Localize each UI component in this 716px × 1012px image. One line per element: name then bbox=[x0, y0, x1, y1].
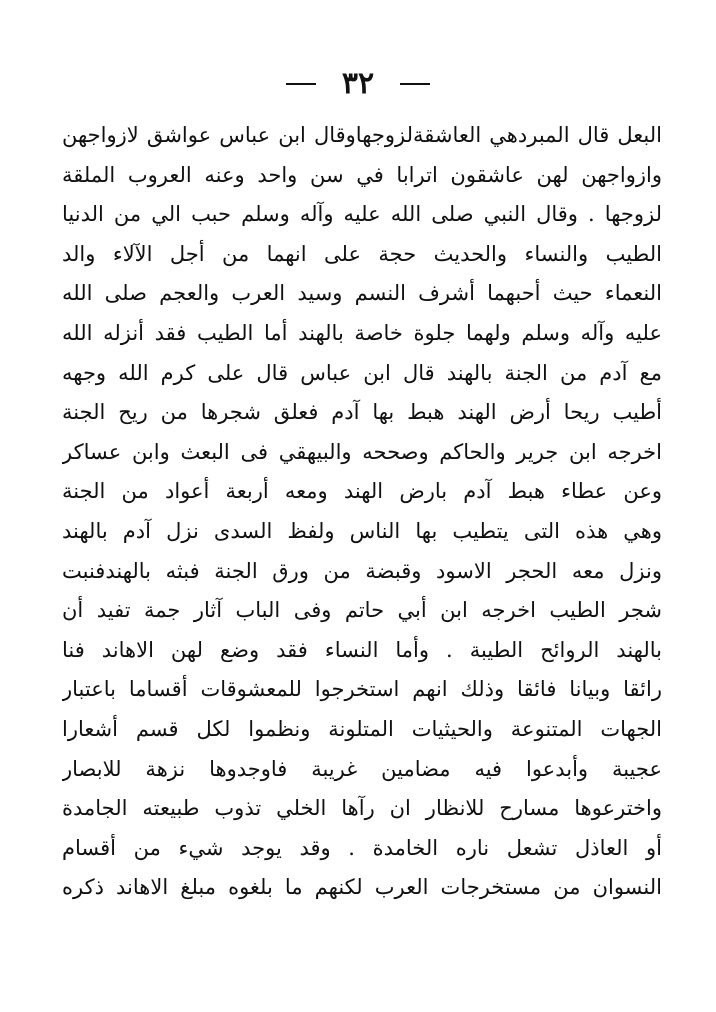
text-line: النسوان من مستخرجات العرب لكنهم ما بلغوه مبلغ الاهاند ذكره bbox=[62, 875, 662, 900]
text-line: النعماء حيث أحبهما أشرف النسم وسيد العرب والعجم صلى الله bbox=[62, 281, 662, 306]
header-dash-right bbox=[286, 83, 316, 85]
text-line: رائقا وبيانا فائقا وذلك انهم استخرجوا للمعشوقات أقساما باعتبار bbox=[62, 677, 662, 702]
text-line: مع آدم من الجنة بالهند قال ابن عباس قال على كرم الله وجهه bbox=[62, 360, 662, 385]
text-line: بالهند الروائح الطيبة . وأما النساء فقد وضع لهن الاهاند فنا bbox=[62, 637, 662, 662]
text-line: البعل قال المبردهي العاشقةلزوجهاوقال ابن عباس عواشق لازواجهن bbox=[62, 123, 662, 147]
text-line: ونزل معه الحجر الاسود وقبضة من ورق الجنة فبثه بالهندفنبت bbox=[62, 558, 662, 583]
text-line: لزوجها . وقال النبي صلى الله عليه وآله وسلم حبب الي من الدنيا bbox=[62, 202, 662, 227]
page-number: ٣٢ bbox=[341, 66, 375, 101]
text-line: وعن عطاء هبط آدم بارض الهند ومعه أربعة أعواد من الجنة bbox=[62, 479, 662, 504]
text-line: أو العاذل تشعل ناره الخامدة . وقد يوجد شيء من أقسام bbox=[62, 835, 662, 860]
body-text bbox=[62, 116, 662, 908]
header-dash-left bbox=[400, 83, 430, 85]
text-line: أطيب ريحا أرض الهند هبط بها آدم فعلق شجرها من ريح الجنة bbox=[62, 400, 662, 425]
text-line: وهي هذه التى يتطيب بها الناس ولفظ السدى نزل آدم بالهند bbox=[62, 518, 662, 543]
text-line: الطيب والنساء والحديث حجة على انهما من أجل الآلاء والد bbox=[62, 241, 662, 266]
text-line: الجهات المتنوعة والحيثيات المتلونة ونظموا لكل قسم أشعارا bbox=[62, 716, 662, 741]
page-header bbox=[0, 64, 716, 104]
text-line: شجر الطيب اخرجه ابن أبي حاتم وفى الباب آثار جمة تفيد أن bbox=[62, 598, 662, 623]
text-line: واخترعوها مسارح للانظار ان رآها الخلي تذوب طبيعته الجامدة bbox=[62, 796, 662, 821]
text-line: عليه وآله وسلم ولهما جلوة خاصة بالهند أما الطيب فقد أنزله الله bbox=[62, 320, 662, 345]
text-line: اخرجه ابن جرير والحاكم وصححه والبيهقي فى البعث وابن عساكر bbox=[62, 439, 662, 464]
text-line: عجيبة وأبدعوا فيه مضامين غريبة فاوجدوها نزهة للابصار bbox=[62, 756, 662, 781]
text-line: وازواجهن لهن عاشقون اترابا في سن واحد وعنه العروب الملقة bbox=[62, 162, 662, 187]
